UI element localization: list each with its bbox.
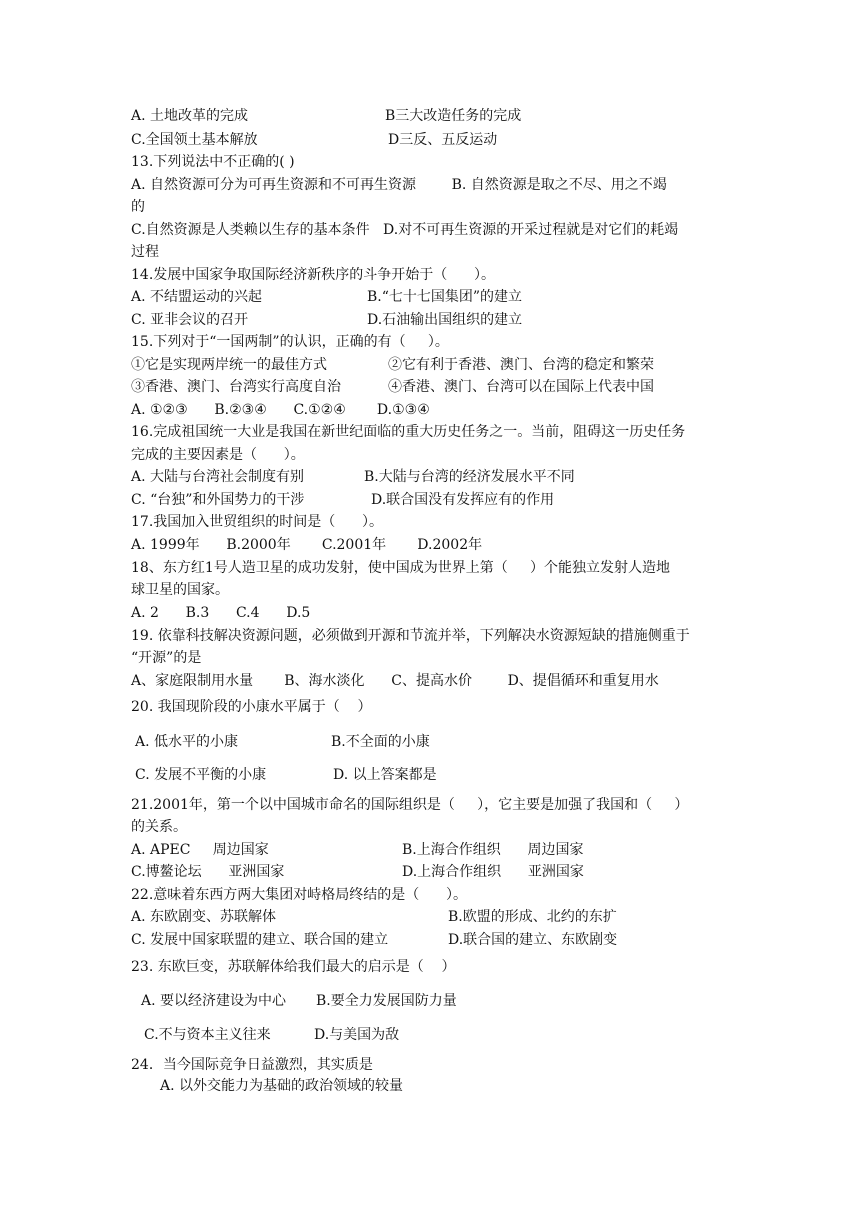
q19-options: A、家庭限制用水量 B、海水淡化 C、提高水价 D、提倡循环和重复用水: [131, 673, 659, 689]
q17-options: A. 1999年 B.2000年 C.2001年 D.2002年: [131, 537, 483, 553]
q20-option-b: B.不全面的小康: [331, 734, 430, 750]
q14-option-d: D.石油输出国组织的建立: [367, 312, 523, 328]
q22-option-d: D.联合国的建立、东欧剧变: [448, 932, 618, 948]
q20-stem: 20. 我国现阶段的小康水平属于（ ）: [131, 699, 372, 715]
q16-option-b: B.大陆与台湾的经济发展水平不同: [364, 469, 575, 485]
q15-item-2: ②它有利于香港、澳门、台湾的稳定和繁荣: [388, 357, 654, 373]
q22-stem: 22.意味着东西方两大集团对峙格局终结的是（ ）。: [131, 887, 467, 903]
q22-option-c: C. 发展中国家联盟的建立、联合国的建立: [131, 932, 389, 948]
q12-option-d: D三反、五反运动: [388, 132, 498, 148]
q15-stem: 15.下列对于“一国两制”的认识，正确的有（ ）。: [131, 334, 449, 350]
q15-item-4: ④香港、澳门、台湾可以在国际上代表中国: [388, 379, 654, 395]
q16-option-c: C. “台独”和外国势力的干涉: [131, 492, 305, 508]
q13-line-4: 过程: [131, 244, 159, 260]
q14-stem: 14.发展中国家争取国际经济新秩序的斗争开始于（ ）。: [131, 267, 495, 283]
q21-option-a: A. APEC 周边国家: [131, 842, 269, 858]
q18-stem-line-2: 球卫星的国家。: [131, 582, 229, 598]
q23-stem: 23. 东欧巨变，苏联解体给我们最大的启示是（ ）: [131, 959, 456, 975]
q12-option-c: C.全国领土基本解放: [131, 132, 258, 148]
q20-option-a: A. 低水平的小康: [135, 734, 239, 750]
q21-option-c: C.博鳌论坛 亚洲国家: [131, 864, 285, 880]
q23-option-b: B.要全力发展国防力量: [316, 993, 457, 1009]
q22-option-a: A. 东欧剧变、苏联解体: [131, 909, 277, 925]
q24-option-a: A. 以外交能力为基础的政治领域的较量: [160, 1078, 404, 1094]
q13-stem: 13.下列说法中不正确的( ): [131, 154, 295, 170]
q15-options: A. ①②③ B.②③④ C.①②④ D.①③④: [131, 402, 430, 418]
q16-option-a: A. 大陆与台湾社会制度有别: [131, 469, 305, 485]
q20-option-c: C. 发展不平衡的小康: [135, 767, 267, 783]
q19-stem-line-1: 19. 依靠科技解决资源问题，必须做到开源和节流并举，下列解决水资源短缺的措施侧重于: [131, 628, 690, 644]
q18-stem-line-1: 18、东方红1号人造卫星的成功发射，使中国成为世界上第（ ）个能独立发射人造地: [131, 560, 670, 576]
q23-option-c: C.不与资本主义往来: [144, 1027, 271, 1043]
q23-option-d: D.与美国为敌: [314, 1027, 400, 1043]
q13-line-3: C.自然资源是人类赖以生存的基本条件 D.对不可再生资源的开采过程就是对它们的耗竭: [131, 222, 679, 238]
q14-option-b: B.“七十七国集团”的建立: [367, 289, 523, 305]
q21-option-b: B.上海合作组织 周边国家: [402, 842, 584, 858]
q20-option-d: D. 以上答案都是: [333, 767, 437, 783]
q21-stem-line-2: 的关系。: [131, 819, 187, 835]
q13-line-1: A. 自然资源可分为可再生资源和不可再生资源 B. 自然资源是取之不尽、用之不竭: [131, 177, 667, 193]
q13-line-2: 的: [131, 199, 145, 215]
q22-option-b: B.欧盟的形成、北约的东扩: [448, 909, 617, 925]
q23-option-a: A. 要以经济建设为中心: [141, 993, 287, 1009]
q15-item-1: ①它是实现两岸统一的最佳方式: [131, 357, 327, 373]
q14-option-a: A. 不结盟运动的兴起: [131, 289, 263, 305]
q15-item-3: ③香港、澳门、台湾实行高度自治: [131, 379, 341, 395]
q17-stem: 17.我国加入世贸组织的时间是（ ）。: [131, 514, 383, 530]
q16-stem-line-1: 16.完成祖国统一大业是我国在新世纪面临的重大历史任务之一。当前，阻碍这一历史任务: [131, 424, 686, 440]
q18-options: A. 2 B.3 C.4 D.5: [131, 605, 311, 621]
q19-stem-line-2: “开源”的是: [131, 650, 202, 666]
q16-stem-line-2: 完成的主要因素是（ ）。: [131, 447, 305, 463]
q12-option-a: A. 土地改革的完成: [131, 108, 249, 124]
q21-option-d: D.上海合作组织 亚洲国家: [402, 864, 584, 880]
q16-option-d: D.联合国没有发挥应有的作用: [371, 492, 555, 508]
q14-option-c: C. 亚非会议的召开: [131, 312, 249, 328]
q21-stem-line-1: 21.2001年，第一个以中国城市命名的国际组织是（ ），它主要是加强了我国和（ ）: [131, 797, 689, 813]
q12-option-b: B三大改造任务的完成: [385, 108, 522, 124]
q24-stem: 24．当今国际竞争日益激烈，其实质是: [131, 1057, 373, 1073]
